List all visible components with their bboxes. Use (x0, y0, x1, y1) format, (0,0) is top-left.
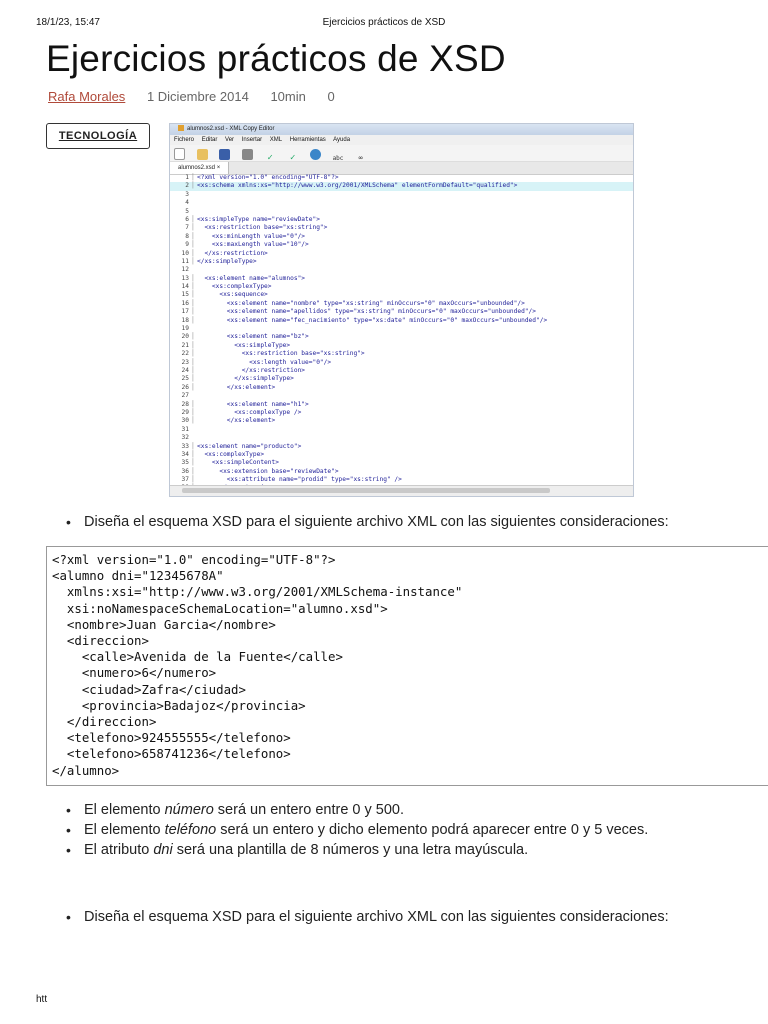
editor-line (170, 224, 633, 232)
code-text: </xs:restriction> (197, 249, 268, 257)
xml-code-line: </alumno> (52, 762, 120, 778)
editor-line (170, 434, 633, 442)
exercise-instruction-2: • Diseña el esquema XSD para el siguiente archivo XML con las siguientes consideraciones: (68, 909, 669, 925)
line-number: 26 (181, 383, 189, 391)
line-number: 34 (181, 450, 189, 458)
line-number: 21 (181, 341, 189, 349)
editor-tab: alumnos2.xsd × (170, 162, 229, 174)
fold-marker: │ (191, 308, 195, 316)
code-text: <xs:simpleType name="reviewDate"> (197, 215, 320, 223)
fold-marker: │ (191, 358, 195, 366)
globe-icon (310, 149, 321, 160)
line-number: 7 (185, 224, 189, 232)
exercise-instruction-1: • Diseña el esquema XSD para el siguiente archivo XML con las siguientes consideraciones: (68, 514, 669, 530)
line-number: 35 (181, 459, 189, 467)
xml-code-line: <telefono>658741236</telefono> (52, 746, 291, 762)
rule-term: teléfono (164, 822, 217, 838)
line-number: 29 (181, 408, 189, 416)
code-text: <xs:element name="h1"> (197, 400, 309, 408)
fold-marker: │ (191, 174, 195, 181)
xml-code-line: <nombre>Juan Garcia</nombre> (52, 616, 276, 632)
fold-marker: │ (191, 249, 195, 257)
xml-code-line: <provincia>Badajoz</provincia> (52, 697, 306, 713)
code-text: <xs:element name="apellidos" type="xs:string" minOccurs="0" maxOccurs="unbounded"/> (197, 308, 536, 316)
menu-herramientas: Herramientas (289, 137, 326, 143)
editor-line (170, 208, 633, 216)
code-text: <xs:simpleType> (197, 341, 291, 349)
fold-marker: │ (191, 341, 195, 349)
line-number: 33 (181, 442, 189, 450)
editor-line (170, 308, 633, 316)
editor-line (170, 443, 633, 451)
editor-scrollbar (170, 485, 633, 496)
line-number: 3 (185, 190, 189, 198)
editor-line (170, 266, 633, 274)
code-text: <xs:sequence> (197, 291, 268, 299)
editor-line (170, 468, 633, 476)
line-number: 27 (181, 392, 189, 400)
check-icon: ✓ (267, 153, 273, 163)
article-meta (48, 89, 353, 104)
code-text: <xs:length value="0"/> (197, 358, 332, 366)
category-tag[interactable] (46, 123, 150, 149)
code-text: <xs:element name="fec_nacimiento" type="xs:date" minOccurs="0" maxOccurs="unbounded"/> (197, 316, 548, 324)
code-text: <xs:minLength value="0"/> (197, 232, 306, 240)
editor-line (170, 359, 633, 367)
rule-term: dni (153, 842, 173, 858)
line-number: 16 (181, 299, 189, 307)
xslt-icon: ∞ (358, 154, 363, 162)
line-number: 4 (185, 199, 189, 207)
fold-marker: │ (191, 316, 195, 324)
close-tab-icon: × (216, 165, 221, 171)
code-text: <xs:restriction base="xs:string"> (197, 350, 365, 358)
xml-code-line: <?xml version="1.0" encoding="UTF-8"?> (52, 552, 336, 567)
editor-titlebar (170, 124, 633, 135)
line-number: 36 (181, 467, 189, 475)
xml-code-line: xsi:noNamespaceSchemaLocation="alumno.xsd"> (52, 600, 388, 616)
print-footer: htt (36, 994, 48, 1005)
editor-window-title: alumnos2.xsd - XML Copy Editor (187, 126, 275, 132)
spellcheck-icon: abc (332, 155, 344, 162)
print-header (0, 17, 768, 31)
code-text: <xs:element name="nombre" type="xs:string" minOccurs="0" maxOccurs="unbounded"/> (197, 299, 525, 307)
menu-ayuda: Ayuda (333, 137, 351, 143)
article-date: 1 Diciembre 2014 (146, 89, 249, 104)
rule-numero: • El elemento número será un entero entre 0 y 500. (68, 802, 404, 818)
fold-marker: │ (191, 417, 195, 425)
menu-xml: XML (269, 137, 283, 143)
editor-menubar (170, 135, 633, 145)
fold-marker: │ (191, 366, 195, 374)
line-number: 19 (181, 325, 189, 333)
line-number: 5 (185, 207, 189, 215)
line-number: 25 (181, 375, 189, 383)
author-link[interactable]: Rafa Morales (48, 89, 126, 104)
fold-marker: │ (191, 383, 195, 391)
editor-line (170, 426, 633, 434)
line-number: 28 (181, 400, 189, 408)
code-text: <xs:schema xmlns:xs="http://www.w3.org/2001/XMLSchema" elementFormDefault="qualified"> (197, 182, 518, 190)
line-number: 18 (181, 316, 189, 324)
editor-screenshot (169, 123, 634, 497)
fold-marker: │ (191, 400, 195, 408)
fold-marker: │ (191, 283, 195, 291)
line-number: 32 (181, 434, 189, 442)
code-text: <xs:extension base="reviewDate"> (197, 467, 339, 475)
fold-marker: │ (191, 257, 195, 265)
fold-marker: │ (191, 291, 195, 299)
category-label: TECNOLOGÍA (58, 130, 138, 142)
editor-line (170, 342, 633, 350)
code-text: <xs:complexType /> (197, 408, 302, 416)
editor-line (170, 191, 633, 199)
code-text: <xs:restriction base="xs:string"> (197, 224, 328, 232)
code-text: </xs:simpleType> (197, 375, 294, 383)
fold-marker: │ (191, 241, 195, 249)
line-number: 24 (181, 366, 189, 374)
code-text: <xs:complexType> (197, 283, 272, 291)
fold-marker: │ (191, 182, 195, 190)
fold-marker: │ (191, 333, 195, 341)
xml-code-line: <numero>6</numero> (52, 665, 217, 681)
menu-insertar: Insertar (241, 137, 263, 143)
xml-code-line: <calle>Avenida de la Fuente</calle> (52, 649, 343, 665)
code-text: <?xml version="1.0" encoding="UTF-8"?> (197, 174, 339, 181)
fold-marker: │ (191, 299, 195, 307)
print-datetime: 18/1/23, 15:47 (36, 17, 100, 28)
rule-telefono: • El elemento teléfono será un entero y dicho elemento podrá aparecer entre 0 y 5 veces. (68, 822, 648, 838)
xml-code-line: </direccion> (52, 714, 157, 730)
editor-line (170, 241, 633, 249)
fold-marker: │ (191, 375, 195, 383)
line-number: 1 (185, 174, 189, 181)
editor-line (170, 375, 633, 383)
editor-line (170, 182, 633, 190)
fold-marker: │ (191, 459, 195, 467)
editor-line (170, 459, 633, 467)
scrollbar-thumb (182, 488, 550, 493)
line-number: 12 (181, 266, 189, 274)
code-text: </xs:simpleType> (197, 257, 257, 265)
menu-fichero: Fichero (174, 137, 195, 143)
editor-line (170, 300, 633, 308)
code-text: </xs:restriction> (197, 366, 306, 374)
fold-marker: │ (191, 274, 195, 282)
fold-marker: │ (191, 450, 195, 458)
editor-line (170, 275, 633, 283)
print-icon (242, 149, 253, 160)
line-number: 13 (181, 274, 189, 282)
line-number: 14 (181, 283, 189, 291)
xml-code-line: <ciudad>Zafra</ciudad> (52, 681, 246, 697)
code-text: <xs:element name="alumnos"> (197, 274, 306, 282)
line-number: 17 (181, 308, 189, 316)
line-number: 8 (185, 232, 189, 240)
code-text: <xs:element name="producto"> (197, 442, 302, 450)
fold-marker: │ (191, 442, 195, 450)
code-text: </xs:element> (197, 383, 276, 391)
validate-icon: ✓ (289, 153, 296, 163)
code-text: <xs:element name="bz"> (197, 333, 309, 341)
editor-line (170, 384, 633, 392)
line-number: 15 (181, 291, 189, 299)
open-folder-icon (197, 149, 208, 160)
editor-line (170, 291, 633, 299)
editor-toolbar (170, 145, 633, 162)
xml-code-line: xmlns:xsi="http://www.w3.org/2001/XMLSchema-instance" (52, 584, 463, 600)
editor-line (170, 250, 633, 258)
editor-line (170, 417, 633, 425)
line-number: 23 (181, 358, 189, 366)
editor-line (170, 233, 633, 241)
editor-code (170, 174, 633, 486)
fold-marker: │ (191, 408, 195, 416)
fold-marker: │ (191, 350, 195, 358)
editor-line (170, 333, 633, 341)
line-number: 30 (181, 417, 189, 425)
print-page-title: Ejercicios prácticos de XSD (322, 17, 446, 28)
rule-dni: • El atributo dni será una plantilla de 8 números y una letra mayúscula. (68, 842, 528, 858)
save-icon (219, 149, 230, 160)
line-number: 20 (181, 333, 189, 341)
line-number: 6 (185, 215, 189, 223)
editor-line (170, 317, 633, 325)
fold-marker: │ (191, 232, 195, 240)
rule-term: número (164, 802, 214, 818)
code-text: <xs:maxLength value="10"/> (197, 241, 309, 249)
line-number: 9 (185, 241, 189, 249)
editor-line (170, 392, 633, 400)
comment-count[interactable]: 0 (327, 89, 335, 104)
xml-code-line: <telefono>924555555</telefono> (52, 730, 291, 746)
line-number: 10 (181, 249, 189, 257)
read-time: 10min (270, 89, 306, 104)
fold-marker: │ (191, 224, 195, 232)
article-title: Ejercicios prácticos de XSD (46, 38, 506, 79)
fold-marker: │ (191, 215, 195, 223)
line-number: 22 (181, 350, 189, 358)
fold-marker: │ (191, 467, 195, 475)
code-text: <xs:simpleContent> (197, 459, 279, 467)
menu-ver: Ver (225, 137, 235, 143)
editor-line (170, 401, 633, 409)
xml-code-block (46, 546, 768, 786)
code-text: <xs:complexType> (197, 450, 265, 458)
editor-line (170, 350, 633, 358)
code-text: <xs:attribute name="prodid" type="xs:string" /> (197, 476, 402, 484)
app-icon (178, 125, 184, 131)
xml-code-line: <direccion> (52, 633, 149, 649)
line-number: 31 (181, 425, 189, 433)
line-number: 2 (185, 182, 189, 190)
line-number: 11 (181, 257, 189, 265)
code-text: </xs:element> (197, 417, 276, 425)
editor-line (170, 258, 633, 266)
menu-editar: Editar (201, 137, 218, 143)
fold-marker: │ (191, 476, 195, 484)
editor-line (170, 199, 633, 207)
new-file-icon (174, 148, 185, 160)
line-number: 37 (181, 476, 189, 484)
xml-code-line: <alumno dni="12345678A" (52, 568, 224, 584)
